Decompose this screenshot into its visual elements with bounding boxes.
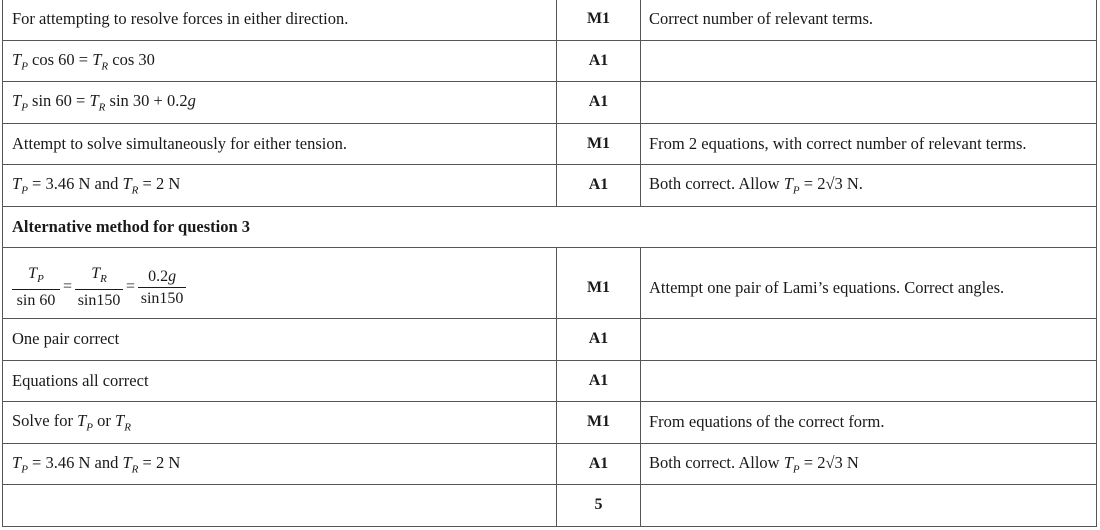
comment-cell xyxy=(641,319,1097,361)
mark-scheme-table xyxy=(2,0,1097,527)
comment-cell xyxy=(641,485,1097,527)
comment-cell: Both correct. Allow $T_P = 2√3$ N. xyxy=(641,165,1097,207)
fraction: $\frac{T_P}{\sin 60}$ xyxy=(12,264,60,312)
working-cell: Attempt to solve simultaneously for either tension. xyxy=(3,123,557,165)
table-row xyxy=(3,485,1097,527)
table-row xyxy=(3,443,1097,485)
section-heading: Alternative method for question 3 xyxy=(3,206,1097,248)
working-cell: $T_P$ $\cos 60 = T_R$ cos 30 xyxy=(3,40,557,82)
working-cell: $T_P$ $\sin 60 = T_R$ sin 30 + 0.2g xyxy=(3,82,557,124)
mark-cell: M1 xyxy=(557,248,641,319)
working-cell: $T_P = 3.46$ N and $T_R = 2$ N xyxy=(3,165,557,207)
mark-cell: M1 xyxy=(557,0,641,40)
mark-cell: A1 xyxy=(557,82,641,124)
mark-cell: A1 xyxy=(557,319,641,361)
fraction: $\frac{T_R}{\sin 150}$ xyxy=(75,264,123,312)
lami-equation: $\frac{T_P}{\sin 60}$ = $\frac{T_R}{\sin 150}$ = $\frac{0.2g}{\sin 150}$ xyxy=(3,248,557,319)
comment-cell: Correct number of relevant terms. xyxy=(641,0,1097,40)
comment-cell xyxy=(641,360,1097,402)
table-row xyxy=(3,248,1097,319)
working-cell: One pair correct xyxy=(3,319,557,361)
table-row xyxy=(3,402,1097,444)
comment-cell: From 2 equations, with correct number of relevant terms. xyxy=(641,123,1097,165)
fraction: $\frac{0.2g}{\sin 150}$ xyxy=(138,267,186,310)
comment-cell xyxy=(641,40,1097,82)
mark-cell: A1 xyxy=(557,443,641,485)
working-cell: $T_P = 3.46$ N and $T_R = 2$ N xyxy=(3,443,557,485)
mark-cell: A1 xyxy=(557,40,641,82)
working-cell: For attempting to resolve forces in either direction. xyxy=(3,0,557,40)
table-row xyxy=(3,319,1097,361)
total-marks: 5 xyxy=(557,485,641,527)
mark-cell: M1 xyxy=(557,402,641,444)
table-row xyxy=(3,40,1097,82)
mark-cell: A1 xyxy=(557,360,641,402)
table-row xyxy=(3,123,1097,165)
comment-cell xyxy=(641,82,1097,124)
working-cell: Equations all correct xyxy=(3,360,557,402)
table-row xyxy=(3,165,1097,207)
table-row xyxy=(3,206,1097,248)
working-cell xyxy=(3,485,557,527)
table-row xyxy=(3,82,1097,124)
comment-cell: From equations of the correct form. xyxy=(641,402,1097,444)
table-row xyxy=(3,0,1097,40)
mark-cell: M1 xyxy=(557,123,641,165)
comment-cell: Attempt one pair of Lami’s equations. Correct angles. xyxy=(641,248,1097,319)
comment-cell: Both correct. Allow $T_P = 2√3$ N xyxy=(641,443,1097,485)
table-row xyxy=(3,360,1097,402)
mark-cell: A1 xyxy=(557,165,641,207)
working-cell: Solve for $T_P$ or $T_R$ xyxy=(3,402,557,444)
